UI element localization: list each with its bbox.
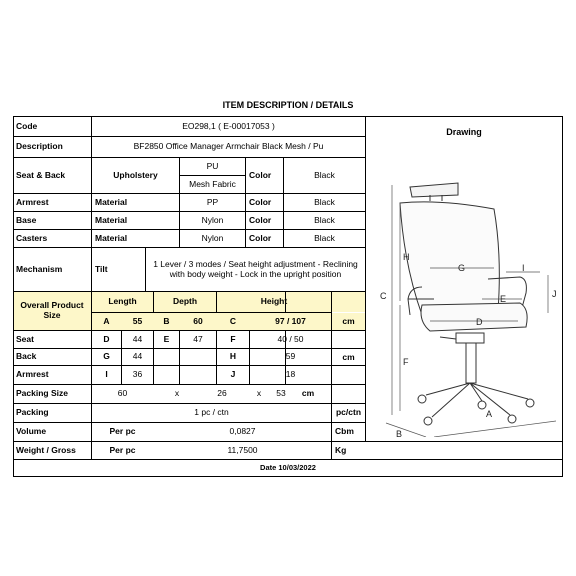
back-label: Back — [16, 351, 37, 362]
dim-a-value: 55 — [132, 315, 143, 326]
dim-letter-g: G — [458, 263, 466, 273]
unit-bg — [332, 292, 365, 312]
length-header: Length — [108, 296, 137, 307]
casters-color-label: Color — [249, 232, 272, 243]
dim-unit: cm — [342, 315, 355, 326]
packing-height: 53 — [276, 388, 286, 399]
armrest-label: Armrest — [16, 196, 49, 207]
code-value: EO298,1 ( E-00017053 ) — [182, 120, 275, 131]
dim-j: J — [230, 369, 236, 380]
weight-per: Per pc — [109, 444, 136, 455]
dim-h: H — [229, 351, 237, 362]
packing-size-label: Packing Size — [16, 388, 68, 399]
dim-letter-f: F — [403, 357, 409, 367]
dim-c-value: 97 / 107 — [275, 315, 306, 326]
drawing-label: Drawing — [446, 127, 482, 137]
packing-size-unit: cm — [301, 388, 315, 399]
mechanism-type: Tilt — [95, 263, 108, 274]
weight-value: 11,7500 — [227, 444, 258, 455]
dim-g: G — [103, 351, 110, 362]
spec-sheet — [13, 97, 563, 478]
seat-back-label: Seat & Back — [16, 169, 66, 180]
dim-letter-h: H — [403, 252, 410, 262]
dim-c: C — [229, 315, 237, 326]
depth-header: Depth — [172, 296, 198, 307]
dim-letter-i: I — [522, 263, 525, 273]
upholstery-mat-2: Mesh Fabric — [189, 178, 236, 189]
packing-x-2: x — [256, 388, 262, 399]
casters-color: Black — [314, 232, 335, 243]
base-material-label: Material — [95, 214, 128, 225]
dim-unit-2: cm — [342, 351, 355, 362]
packing-length: 60 — [117, 388, 128, 399]
base-color: Black — [314, 214, 335, 225]
seat-label: Seat — [16, 333, 34, 344]
armrest-material: PP — [206, 196, 219, 207]
dim-e-value: 47 — [193, 333, 203, 344]
armrest-color: Black — [314, 196, 335, 207]
dim-letter-d: D — [476, 317, 483, 327]
dim-f: F — [230, 333, 236, 344]
dim-letter-c: C — [380, 291, 387, 301]
dim-letter-a: A — [486, 409, 493, 419]
casters-material: Nylon — [201, 232, 224, 243]
dim-i-value: 36 — [132, 369, 143, 380]
base-color-label: Color — [249, 214, 272, 225]
casters-material-label: Material — [95, 232, 128, 243]
dim-letter-b: B — [396, 429, 403, 437]
height-header: Height — [260, 296, 288, 307]
dim-b: B — [163, 315, 170, 326]
mechanism-label: Mechanism — [16, 263, 63, 274]
dim-h-value: 59 — [285, 351, 296, 362]
weight-label: Weight / Gross — [16, 444, 76, 455]
armrest-dim-label: Armrest — [16, 369, 49, 380]
casters-label: Casters — [16, 232, 48, 243]
description-label: Description — [16, 141, 63, 152]
packing-label: Packing — [16, 407, 49, 418]
volume-value: 0,0827 — [229, 426, 256, 437]
date-label: Date 10/03/2022 — [260, 462, 316, 472]
dim-b-value: 60 — [193, 315, 203, 326]
dim-letter-e: E — [500, 294, 507, 304]
dim-letter-j: J — [552, 289, 557, 299]
upholstery-label: Upholstery — [113, 169, 158, 180]
armrest-color-label: Color — [249, 196, 272, 207]
armrest-material-label: Material — [95, 196, 128, 207]
size-label: Overall Product Size — [20, 300, 84, 320]
dim-g-value: 44 — [132, 351, 143, 362]
dim-j-value: 18 — [285, 369, 296, 380]
dim-i: I — [105, 369, 108, 380]
volume-unit: Cbm — [335, 426, 354, 437]
sheet-header: ITEM DESCRIPTION / DETAILS — [222, 100, 354, 110]
base-material: Nylon — [201, 214, 224, 225]
packing-unit: pc/ctn — [335, 407, 362, 418]
packing-x-1: x — [174, 388, 180, 399]
seat-color-value: Black — [314, 169, 335, 180]
base-label: Base — [16, 214, 37, 225]
volume-per: Per pc — [109, 426, 136, 437]
dim-f-value: 40 / 50 — [277, 333, 304, 344]
dim-a: A — [103, 315, 110, 326]
weight-unit: Kg — [335, 444, 347, 455]
chair-drawing — [370, 175, 564, 437]
volume-label: Volume — [16, 426, 47, 437]
dim-e: E — [163, 333, 170, 344]
upholstery-mat-1: PU — [206, 160, 219, 171]
dim-d: D — [103, 333, 110, 344]
packing-value: 1 pc / ctn — [194, 407, 229, 418]
packing-width: 26 — [217, 388, 227, 399]
seat-color-label: Color — [249, 169, 272, 180]
code-label: Code — [16, 120, 38, 131]
description-value: BF2850 Office Manager Armchair Black Mesh / Pu — [133, 141, 324, 152]
mechanism-value: 1 Lever / 3 modes / Seat height adjustment - Reclining with body weight - Lock in the upright position — [153, 258, 358, 279]
dim-d-value: 44 — [132, 333, 143, 344]
